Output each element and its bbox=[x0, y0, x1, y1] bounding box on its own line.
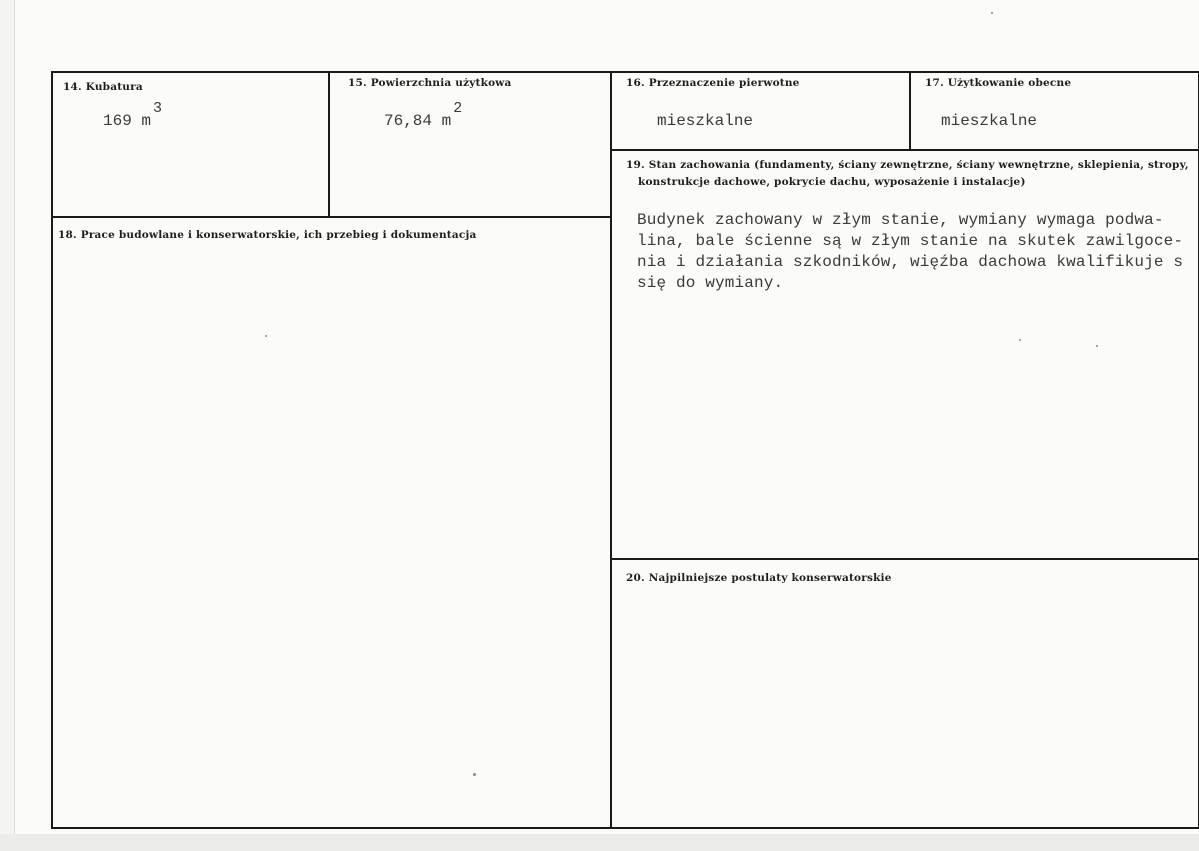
field-14-exponent: 3 bbox=[153, 100, 163, 117]
field-17-label: 17. Użytkowanie obecne bbox=[925, 77, 1072, 89]
paper-speck bbox=[265, 335, 267, 337]
field-15-exponent: 2 bbox=[453, 100, 463, 117]
paper-speck bbox=[1096, 345, 1098, 347]
field-19-text-line: nia i działania szkodników, więźba dachowa kwalifikuje s bbox=[637, 253, 1184, 271]
bottom-rule bbox=[51, 827, 1199, 829]
field-15-value bbox=[384, 100, 463, 130]
rule-under-14-15 bbox=[51, 216, 612, 218]
field-15-number: 76,84 m bbox=[384, 112, 452, 130]
field-14-label: 14. Kubatura bbox=[63, 81, 143, 93]
rule-under-19 bbox=[611, 558, 1199, 560]
rule-under-16-17 bbox=[611, 149, 1199, 151]
field-19-text-line: lina, bale ścienne są w złym stanie na skutek zawilgoce- bbox=[637, 232, 1184, 250]
field-17-value: mieszkalne bbox=[941, 112, 1038, 130]
scan-margin bbox=[0, 834, 1199, 851]
field-18-label: 18. Prace budowlane i konserwatorskie, ich przebieg i dokumentacja bbox=[58, 229, 477, 241]
field-19-label-line2: konstrukcje dachowe, pokrycie dachu, wyposażenie i instalacje) bbox=[638, 176, 1026, 188]
field-16-value: mieszkalne bbox=[657, 112, 754, 130]
field-15-label: 15. Powierzchnia użytkowa bbox=[348, 77, 512, 89]
field-16-label: 16. Przeznaczenie pierwotne bbox=[626, 77, 800, 89]
divider-16-17 bbox=[909, 71, 911, 150]
field-14-value bbox=[103, 100, 163, 130]
field-19-text-line: się do wymiany. bbox=[637, 274, 784, 292]
record-card-sheet bbox=[14, 0, 1199, 835]
paper-speck bbox=[1019, 339, 1021, 341]
top-rule bbox=[51, 71, 1199, 73]
divider-14-15 bbox=[328, 71, 330, 218]
field-19-label-line1: 19. Stan zachowania (fundamenty, ściany zewnętrzne, ściany wewnętrzne, sklepienia, stropy, bbox=[626, 159, 1189, 171]
field-20-label: 20. Najpilniejsze postulaty konserwatorskie bbox=[626, 572, 892, 584]
divider-main bbox=[610, 71, 612, 829]
field-19-text bbox=[637, 210, 1183, 294]
paper-speck bbox=[473, 773, 476, 776]
field-19-text-line: Budynek zachowany w złym stanie, wymiany wymaga podwa- bbox=[637, 211, 1164, 229]
paper-speck bbox=[991, 12, 993, 14]
field-14-number: 169 m bbox=[103, 112, 152, 130]
left-rule bbox=[51, 71, 53, 829]
